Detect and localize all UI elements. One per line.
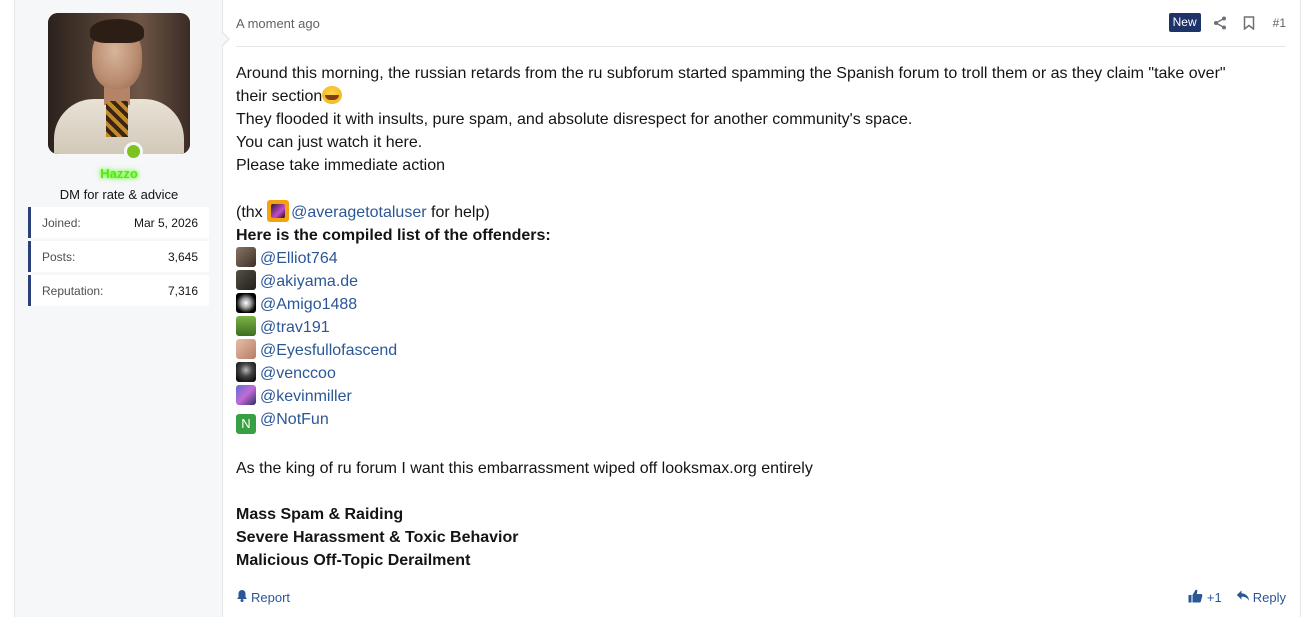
footer-right — [1188, 589, 1286, 606]
mention-averagetotaluser[interactable]: @averagetotaluser — [291, 204, 427, 221]
post-footer — [236, 586, 1286, 608]
post-arrow — [222, 31, 230, 47]
stat-label: Joined: — [42, 215, 81, 230]
stat-posts — [28, 241, 209, 272]
stat-value: 7,316 — [167, 283, 198, 298]
content-line: Please take immediate action — [236, 157, 445, 174]
content-line: They flooded it with insults, pure spam, and absolute disrespect for another community's space. — [236, 111, 913, 128]
offender-mention[interactable]: @trav191 — [260, 319, 330, 336]
post-time[interactable]: A moment ago — [236, 16, 320, 31]
reason-line: Severe Harassment & Toxic Behavior — [236, 529, 519, 546]
offender-avatar — [236, 385, 256, 405]
offender-item — [236, 362, 1286, 385]
offender-item — [236, 316, 1286, 339]
stat-reputation — [28, 275, 209, 306]
offender-item — [236, 339, 1286, 362]
offender-avatar — [236, 316, 256, 336]
offender-item — [236, 247, 1286, 270]
offender-mention[interactable]: @akiyama.de — [260, 273, 359, 290]
offender-mention[interactable]: @Amigo1488 — [260, 296, 358, 313]
offender-avatar: N — [236, 414, 256, 434]
offender-item — [236, 408, 1286, 434]
laughing-crying-emoji-icon — [322, 86, 342, 104]
offender-avatar — [236, 247, 256, 267]
stat-label: Posts: — [42, 249, 76, 264]
offender-mention[interactable]: @Elliot764 — [260, 250, 338, 267]
likes-count: +1 — [1206, 589, 1222, 605]
stat-label: Reputation: — [42, 283, 104, 298]
stat-value: Mar 5, 2026 — [133, 215, 198, 230]
post-main — [223, 0, 1300, 617]
offender-avatar — [236, 339, 256, 359]
content-line — [236, 85, 1286, 108]
stat-joined — [28, 207, 209, 238]
reaction-summary[interactable] — [1188, 589, 1222, 606]
content-text: for help) — [426, 204, 490, 221]
post-number[interactable]: #1 — [1272, 15, 1286, 30]
post-actions — [1169, 13, 1286, 32]
content-line: You can just watch it here. — [236, 134, 423, 151]
content-text: (thx — [236, 204, 268, 221]
user-stats — [28, 207, 209, 309]
user-sidebar — [15, 0, 223, 617]
offender-mention[interactable]: @venccoo — [260, 365, 336, 382]
offender-mention[interactable]: @NotFun — [260, 411, 329, 428]
post-container — [14, 0, 1301, 617]
offender-item — [236, 385, 1286, 408]
post-header — [236, 0, 1286, 47]
reply-label: Reply — [1252, 589, 1286, 605]
reply-arrow-icon — [1236, 590, 1250, 605]
user-title: DM for rate & advice — [59, 187, 179, 202]
report-label: Report — [251, 589, 291, 605]
offender-item — [236, 293, 1286, 316]
mention-avatar — [267, 200, 289, 222]
thumbs-up-icon[interactable] — [1188, 589, 1203, 606]
stat-value[interactable]: 3,645 — [167, 249, 198, 264]
content-line: As the king of ru forum I want this embarrassment wiped off looksmax.org entirely — [236, 460, 813, 477]
offender-item — [236, 270, 1286, 293]
bell-icon — [236, 589, 248, 605]
offender-avatar — [236, 362, 256, 382]
share-icon[interactable] — [1211, 13, 1230, 32]
reason-line: Mass Spam & Raiding — [236, 506, 404, 523]
avatar[interactable] — [48, 13, 190, 154]
offender-avatar — [236, 270, 256, 290]
username[interactable]: Hazzo — [100, 166, 138, 181]
offender-avatar — [236, 293, 256, 313]
online-status-indicator — [124, 142, 143, 161]
reason-line: Malicious Off-Topic Derailment — [236, 552, 471, 569]
thanks-line — [236, 200, 1286, 224]
content-text: their section — [236, 88, 323, 105]
bookmark-icon[interactable] — [1240, 13, 1259, 32]
report-button[interactable] — [236, 589, 290, 605]
offender-list-heading: Here is the compiled list of the offenders: — [236, 227, 551, 244]
offender-mention[interactable]: @kevinmiller — [260, 388, 352, 405]
reply-button[interactable] — [1236, 590, 1286, 605]
content-line: Around this morning, the russian retards from the ru subforum started spamming the Spanish forum to troll them or as they claim "take over" — [236, 65, 1226, 82]
offender-mention[interactable]: @Eyesfullofascend — [260, 342, 398, 359]
post-content — [236, 62, 1286, 572]
new-badge: New — [1169, 13, 1201, 32]
